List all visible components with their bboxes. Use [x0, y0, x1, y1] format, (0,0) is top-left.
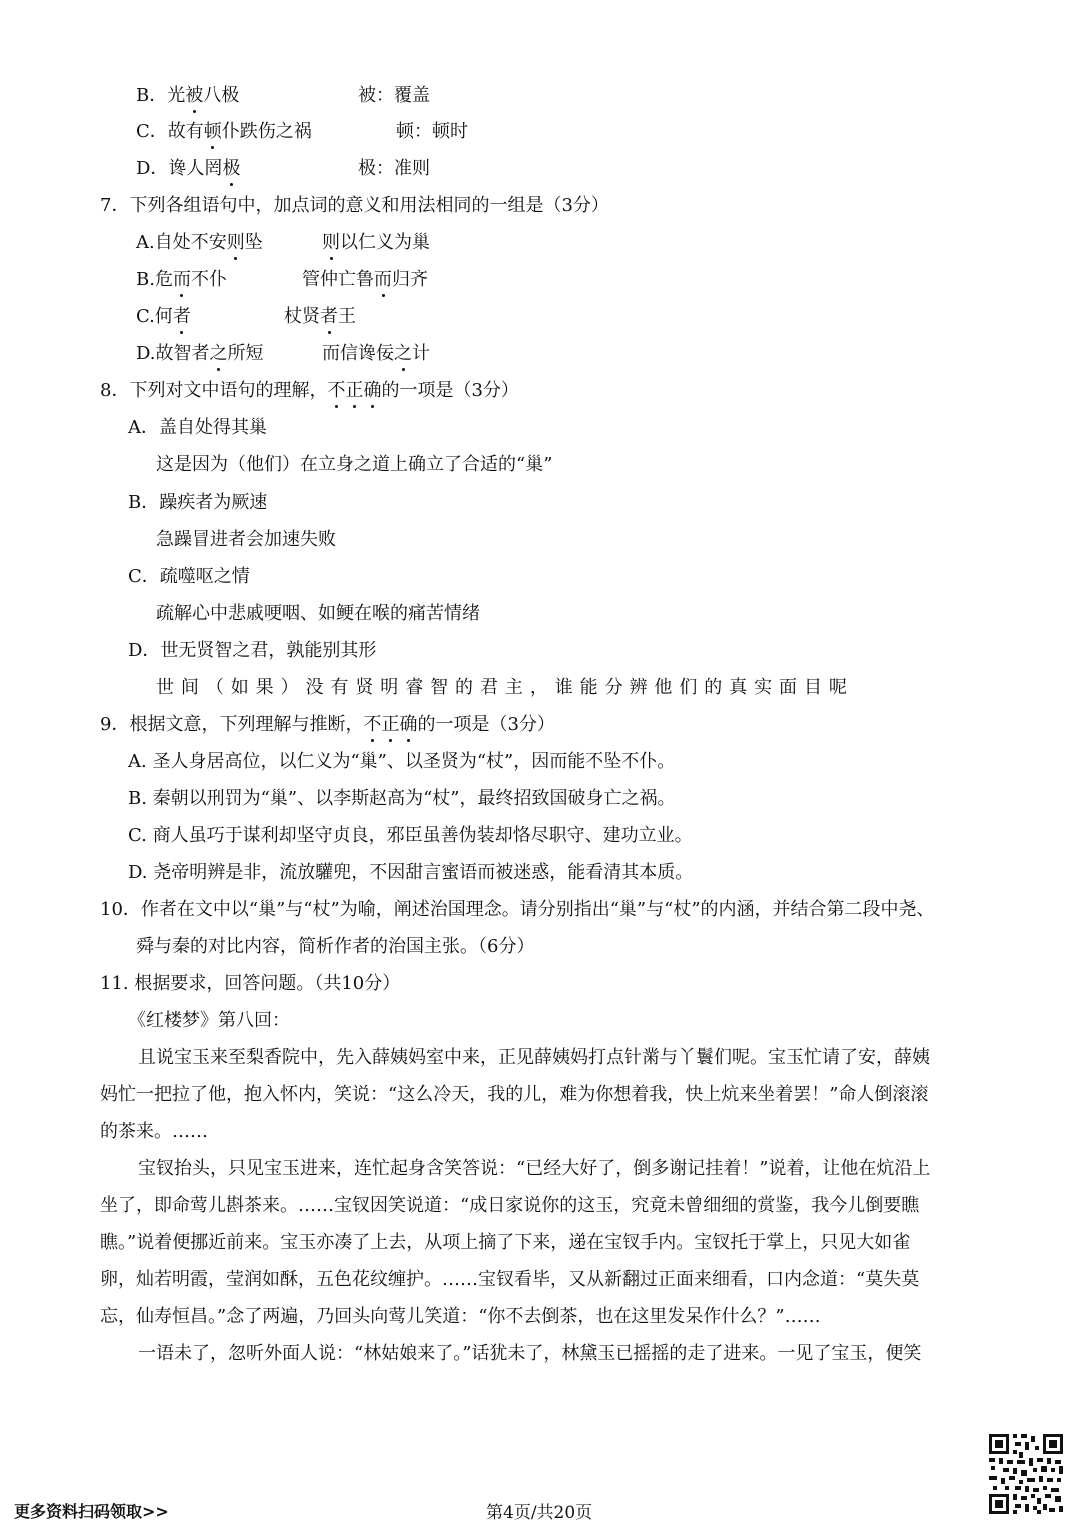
- text: 自处不安: [154, 232, 227, 253]
- q8-explain-c: 疏解心中悲戚哽咽、如鲠在喉的痛苦情绪: [156, 603, 480, 624]
- dotted-char: 不: [327, 380, 346, 401]
- q9-stem: [100, 713, 555, 737]
- promo-link[interactable]: 更多资料扫码领取>>: [14, 1502, 169, 1521]
- q11-stem: 11. 根据要求，回答问题。（共10分）: [100, 973, 401, 994]
- option-label: B.: [136, 269, 155, 290]
- qr-code-icon[interactable]: [987, 1432, 1065, 1516]
- dotted-word: 顿: [203, 121, 222, 142]
- q9-option-b: B. 秦朝以刑罚为“巢”、以李斯赵高为“杖”，最终招致国破身亡之祸。: [128, 788, 676, 809]
- option-label: C．: [136, 121, 168, 142]
- text: 仆跌伤之祸: [221, 121, 312, 142]
- dotted-word: 之: [394, 343, 412, 364]
- q9-option-c: C. 商人虽巧于谋利却坚守贞良，邪臣虽善伪装却恪尽职守、建功立业。: [128, 825, 693, 846]
- q6-gloss-c: 顿：顿时: [396, 121, 468, 142]
- q8-option-a: [128, 416, 267, 440]
- quoted-sentence: 躁疾者为厥速: [159, 492, 268, 513]
- dotted-word: 极: [222, 158, 241, 179]
- text: 的一项是（3分）: [381, 380, 519, 401]
- passage-line: 卵，灿若明霞，莹润如酥，五色花纹缠护。……宝钗看毕，又从新翻过正面来细看，口内念道：“莫失莫: [100, 1269, 920, 1290]
- q8-explain-b: 急躁冒进者会加速失败: [156, 529, 336, 550]
- text: 光: [167, 85, 186, 106]
- q11-source: 《红楼梦》第八回：: [128, 1010, 290, 1031]
- q8-stem: [100, 379, 519, 403]
- passage-line: 一语未了，忽听外面人说：“林姑娘来了。”话犹未了，林黛玉已摇摇的走了进来。一见了宝玉，便笑: [138, 1343, 922, 1364]
- q6-option-c: [136, 120, 312, 144]
- q8-option-c: [128, 565, 250, 589]
- text: 谗人罔: [168, 158, 223, 179]
- option-label: D．: [128, 640, 161, 661]
- dotted-word: 者: [172, 306, 191, 327]
- passage-line: 瞧。”说着便挪近前来。宝玉亦凑了上去，从项上摘了下来，递在宝钗手内。宝钗托于掌上，只见大如雀: [100, 1232, 911, 1253]
- dotted-word: 被: [185, 85, 204, 106]
- text: 故有: [167, 121, 204, 142]
- dotted-char: 不: [363, 714, 382, 735]
- dotted-word: 者: [320, 306, 338, 327]
- option-label: A.: [136, 232, 155, 253]
- passage-line: 宝钗抬头，只见宝玉进来，连忙起身含笑答说：“已经大好了，倒多谢记挂着！”说着，让他在炕沿上: [138, 1158, 931, 1179]
- text: 王: [338, 306, 356, 327]
- page-number: 第4页/共20页: [486, 1503, 593, 1523]
- text: 计: [412, 343, 430, 364]
- q7-option-b-s1: [136, 268, 227, 292]
- dotted-char: 正: [381, 714, 400, 735]
- dotted-word: 而: [374, 269, 392, 290]
- q7-option-a-s2: [322, 231, 430, 255]
- q8-explain-a: 这是因为（他们）在立身之道上确立了合适的“巢”: [156, 454, 553, 475]
- quoted-sentence: 疏噬呕之情: [159, 566, 250, 587]
- option-label: A．: [128, 417, 159, 438]
- text: 归齐: [392, 269, 428, 290]
- text: 故智者: [155, 343, 210, 364]
- option-label: B．: [136, 85, 168, 106]
- text: 杖贤: [284, 306, 320, 327]
- q6-option-b: [136, 84, 239, 108]
- q6-gloss-b: 被：覆盖: [358, 85, 430, 106]
- text: 所短: [227, 343, 264, 364]
- dotted-word: 而: [172, 269, 191, 290]
- q9-option-d: D. 尧帝明辨是非，流放驩兜，不因甜言蜜语而被迷惑，能看清其本质。: [128, 862, 694, 883]
- q10-line-1: 10．作者在文中以“巢”与“杖”为喻，阐述治国理念。请分别指出“巢”与“杖”的内涵，并结合第二段中尧、: [100, 899, 935, 920]
- text: 以仁义为巢: [340, 232, 430, 253]
- text: 不仆: [190, 269, 227, 290]
- passage-line: 妈忙一把拉了他，抱入怀内，笑说：“这么冷天，我的儿，难为你想着我，快上炕来坐着罢！”命人倒滚滚: [100, 1084, 929, 1105]
- dotted-char: 确: [399, 714, 418, 735]
- dotted-word: 则: [226, 232, 245, 253]
- option-label: C．: [128, 566, 160, 587]
- text: 8．下列对文中语句的理解，: [100, 380, 328, 401]
- passage-line: 忘，仙寿恒昌。”念了两遍，乃回头向莺儿笑道：“你不去倒茶，也在这里发呆作什么？”……: [100, 1306, 821, 1327]
- option-label: D.: [136, 343, 156, 364]
- dotted-char: 确: [363, 380, 382, 401]
- q7-stem: 7．下列各组语句中，加点词的意义和用法相同的一组是（3分）: [100, 195, 609, 216]
- text: 而信谗佞: [322, 343, 394, 364]
- text: 危: [154, 269, 173, 290]
- text: 何: [154, 306, 173, 327]
- q9-option-a: A. 圣人身居高位，以仁义为“巢”、以圣贤为“杖”，因而能不坠不仆。: [128, 751, 676, 772]
- q6-option-d: [136, 157, 240, 181]
- quoted-sentence: 世无贤智之君，孰能别其形: [160, 640, 377, 661]
- text: 管仲亡鲁: [302, 269, 374, 290]
- passage-line: 的茶来。……: [100, 1121, 208, 1142]
- q7-option-d-s1: [136, 342, 264, 366]
- dotted-word: 则: [322, 232, 340, 253]
- q7-option-c-s2: [284, 305, 356, 329]
- passage-line: 且说宝玉来至梨香院中，先入薛姨妈室中来，正见薛姨妈打点针黹与丫鬟们呢。宝玉忙请了安，薛姨: [138, 1047, 930, 1068]
- text: 八极: [203, 85, 240, 106]
- q7-option-c-s1: [136, 305, 191, 329]
- dotted-word: 之: [209, 343, 228, 364]
- q8-explain-d: 世 间 （ 如 果 ） 没 有 贤 明 睿 智 的 君 主 ， 谁 能 分 辨 他 们 的 真 实 面 目 呢: [156, 677, 848, 698]
- q7-option-a-s1: [136, 231, 263, 255]
- q7-option-b-s2: [302, 268, 428, 292]
- dotted-char: 正: [345, 380, 364, 401]
- option-label: D．: [136, 158, 169, 179]
- dotted-word: [363, 714, 417, 735]
- q8-option-b: [128, 491, 267, 515]
- q6-gloss-d: 极：准则: [358, 158, 430, 179]
- q10-line-2: 舜与秦的对比内容，简析作者的治国主张。（6分）: [136, 936, 535, 957]
- dotted-word: [327, 380, 381, 401]
- quoted-sentence: 盖自处得其巢: [159, 417, 267, 438]
- text: 坠: [244, 232, 263, 253]
- q7-option-d-s2: [322, 342, 430, 366]
- text: 的一项是（3分）: [417, 714, 555, 735]
- text: 9．根据文意，下列理解与推断，: [100, 714, 364, 735]
- option-label: B．: [128, 492, 160, 513]
- option-label: C.: [136, 306, 155, 327]
- q8-option-d: [128, 639, 376, 663]
- passage-line: 坐了，即命莺儿斟茶来。……宝钗因笑说道：“成日家说你的这玉，究竟未曾细细的赏鉴，我今儿倒要瞧: [100, 1195, 920, 1216]
